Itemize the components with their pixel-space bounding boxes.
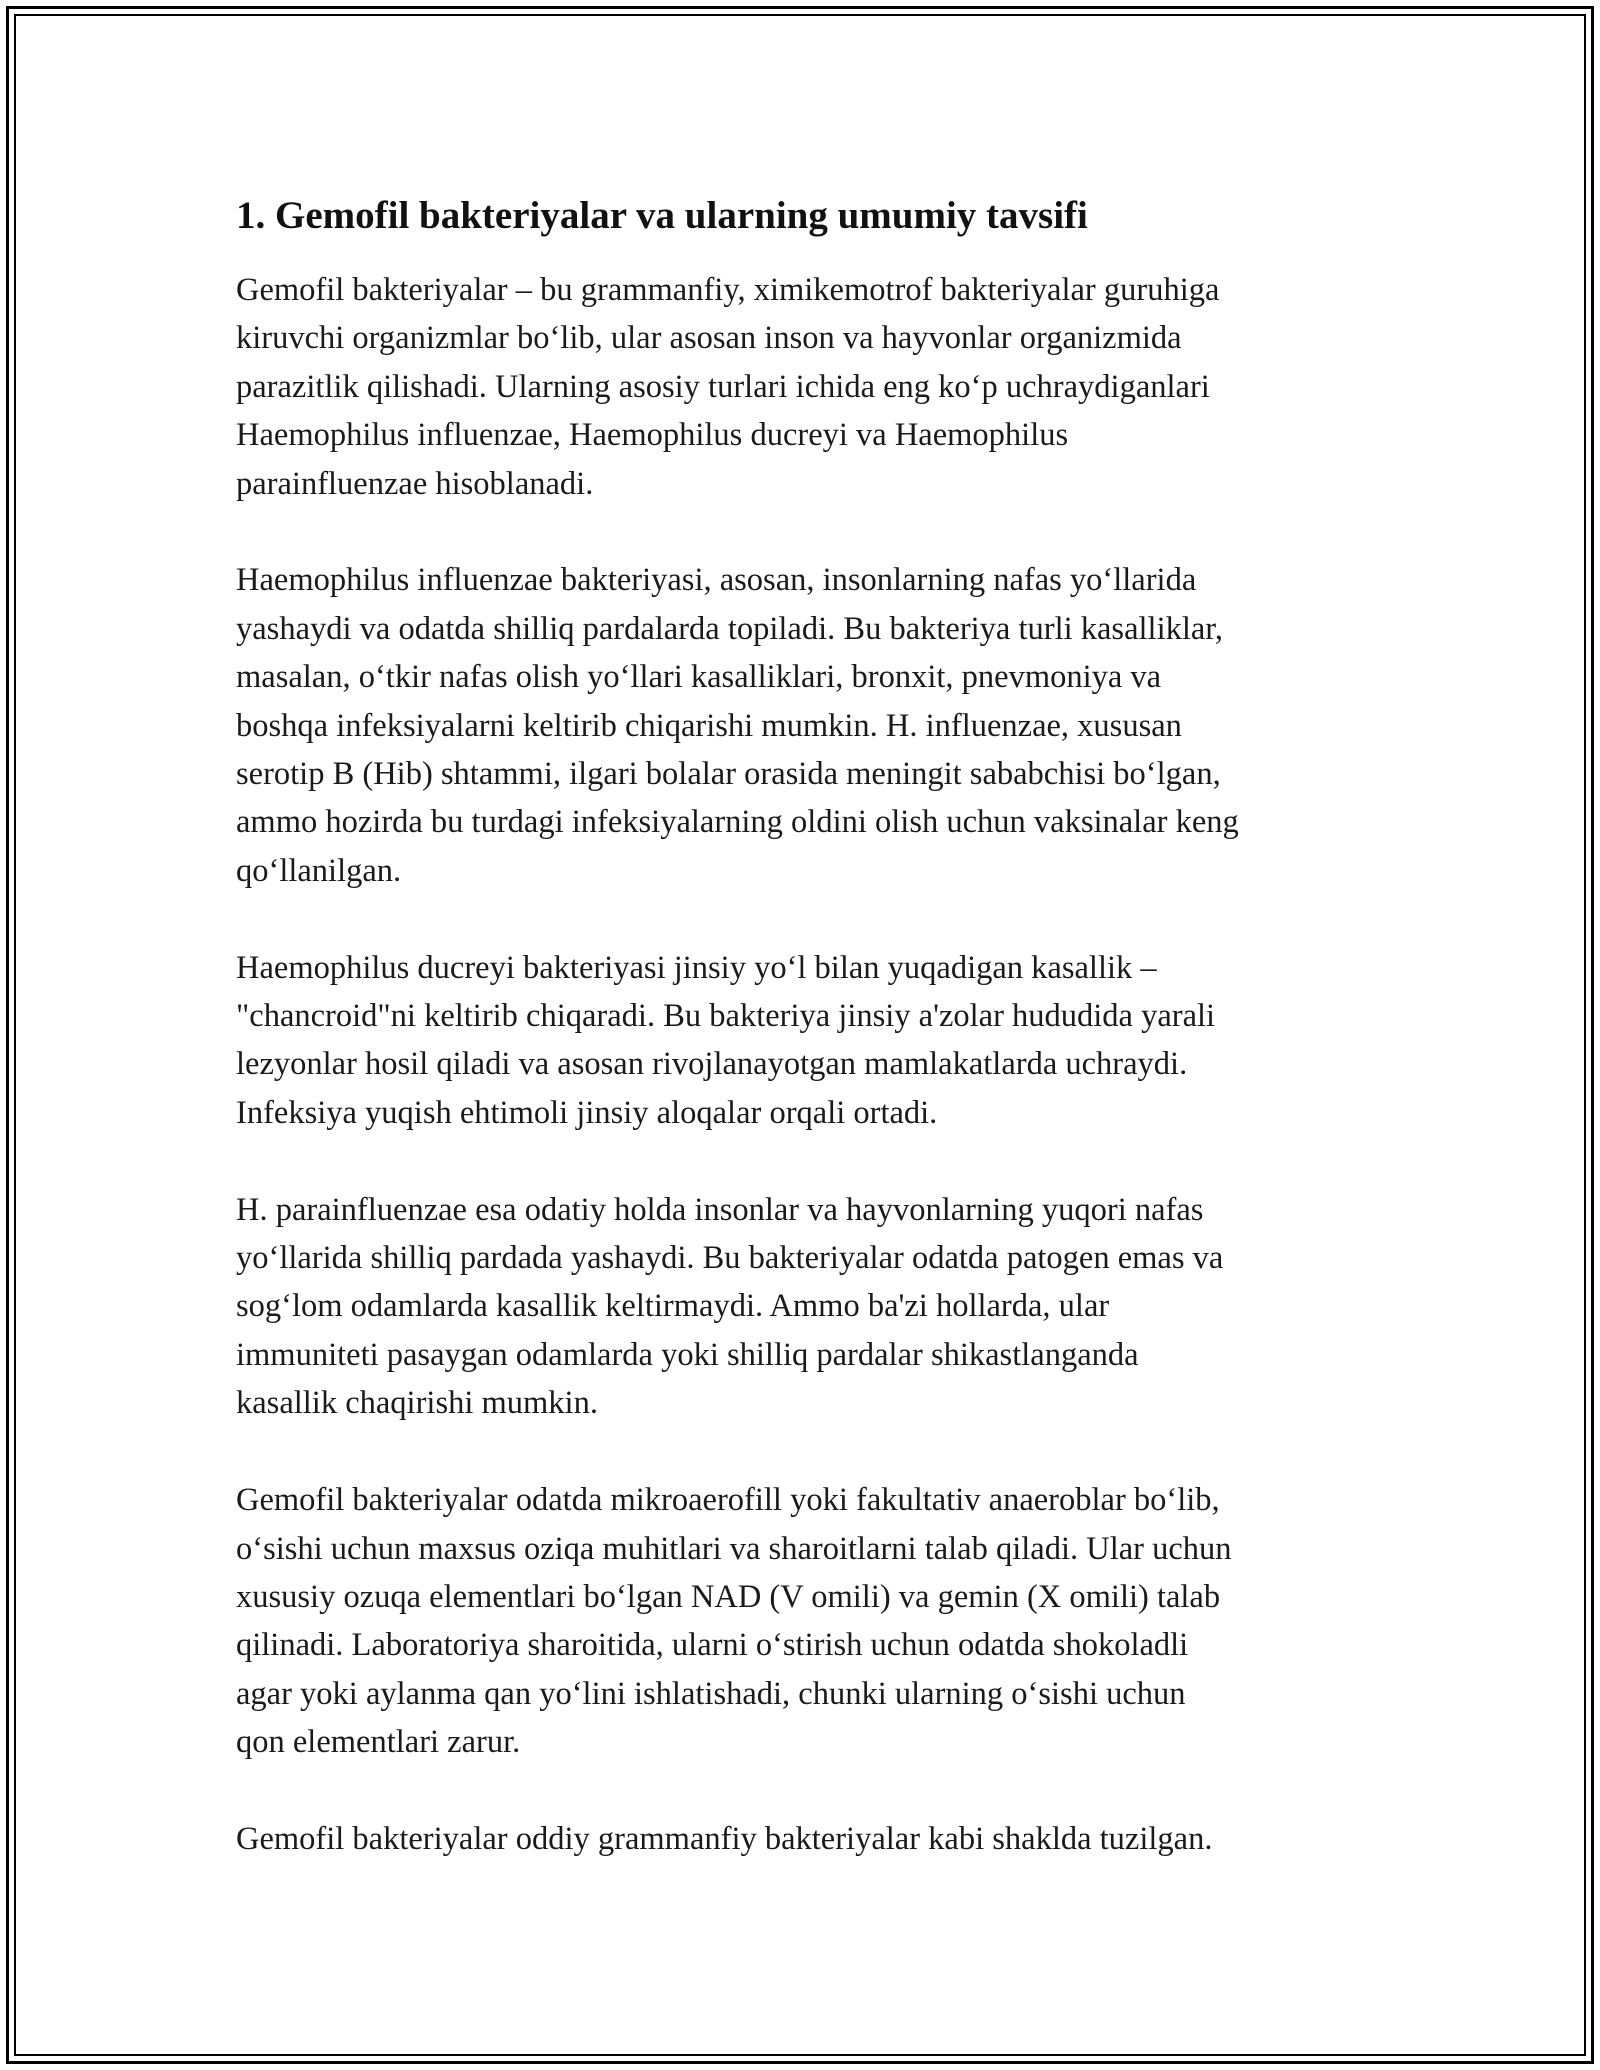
paragraph-ducreyi: Haemophilus ducreyi bakteriyasi jinsiy yo‘l bilan yuqadigan kasallik – "chancroid"ni keltirib chiqaradi. Bu bakteriya jinsiy a'zolar hududida yarali lezyonlar hosil qiladi va asosan rivojlanayotgan mamlakatlarda uchraydi. Infeksiya yuqish ehtimoli jinsiy aloqalar orqali ortadi.: [236, 949, 1216, 1131]
section-title: 1. Gemofil bakteriyalar va ularning umumiy tavsifi: [236, 194, 1088, 237]
paragraph-influenzae: Haemophilus influenzae bakteriyasi, asosan, insonlarning nafas yo‘llarida yashaydi va odatda shilliq pardalarda topiladi. Bu bakteriya turli kasalliklar, masalan, o‘tkir nafas olish yo‘llari kasalliklari, bronxit, pnevmoniya va boshqa infeksiyalarni keltirib chiqarishi mumkin. H. influenzae, xususan serotip B (Hib) shtammi, ilgari bolalar orasida meningit sababchisi bo‘lgan, ammo hozirda bu turdagi infeksiyalarning oldini olish uchun vaksinalar keng qo‘llanilgan.: [236, 562, 1239, 889]
paragraph-parainfluenzae: H. parainfluenzae esa odatiy holda insonlar va hayvonlarning yuqori nafas yo‘llarida shilliq pardada yashaydi. Bu bakteriyalar odatda patogen emas va sog‘lom odamlarda kasallik keltirmaydi. Ammo ba'zi hollarda, ular immuniteti pasaygan odamlarda yoki shilliq pardalar shikastlanganda kasallik chaqirishi mumkin.: [236, 1191, 1224, 1422]
document-body: [236, 188, 1396, 1863]
paragraph-intro: Gemofil bakteriyalar – bu grammanfiy, ximikemotrof bakteriyalar guruhiga kiruvchi organizmlar bo‘lib, ular asosan inson va hayvonlar organizmida parazitlik qilishadi. Ularning asosiy turlari ichida eng ko‘p uchraydiganlari Haemophilus influenzae, Haemophilus ducreyi va Haemophilus parainfluenzae hisoblanadi.: [236, 272, 1220, 502]
paragraph-structure: Gemofil bakteriyalar oddiy grammanfiy bakteriyalar kabi shaklda tuzilgan.: [236, 1820, 1213, 1857]
paragraph-growth-requirements: Gemofil bakteriyalar odatda mikroaerofill yoki fakultativ anaeroblar bo‘lib, o‘sishi uchun maxsus oziqa muhitlari va sharoitlarni talab qiladi. Ular uchun xususiy ozuqa elementlari bo‘lgan NAD (V omili) va gemin (X omili) talab qilinadi. Laboratoriya sharoitida, ularni o‘stirish uchun odatda shokoladli agar yoki aylanma qan yo‘lini ishlatishadi, chunki ularning o‘sishi uchun qon elementlari zarur.: [236, 1482, 1232, 1761]
